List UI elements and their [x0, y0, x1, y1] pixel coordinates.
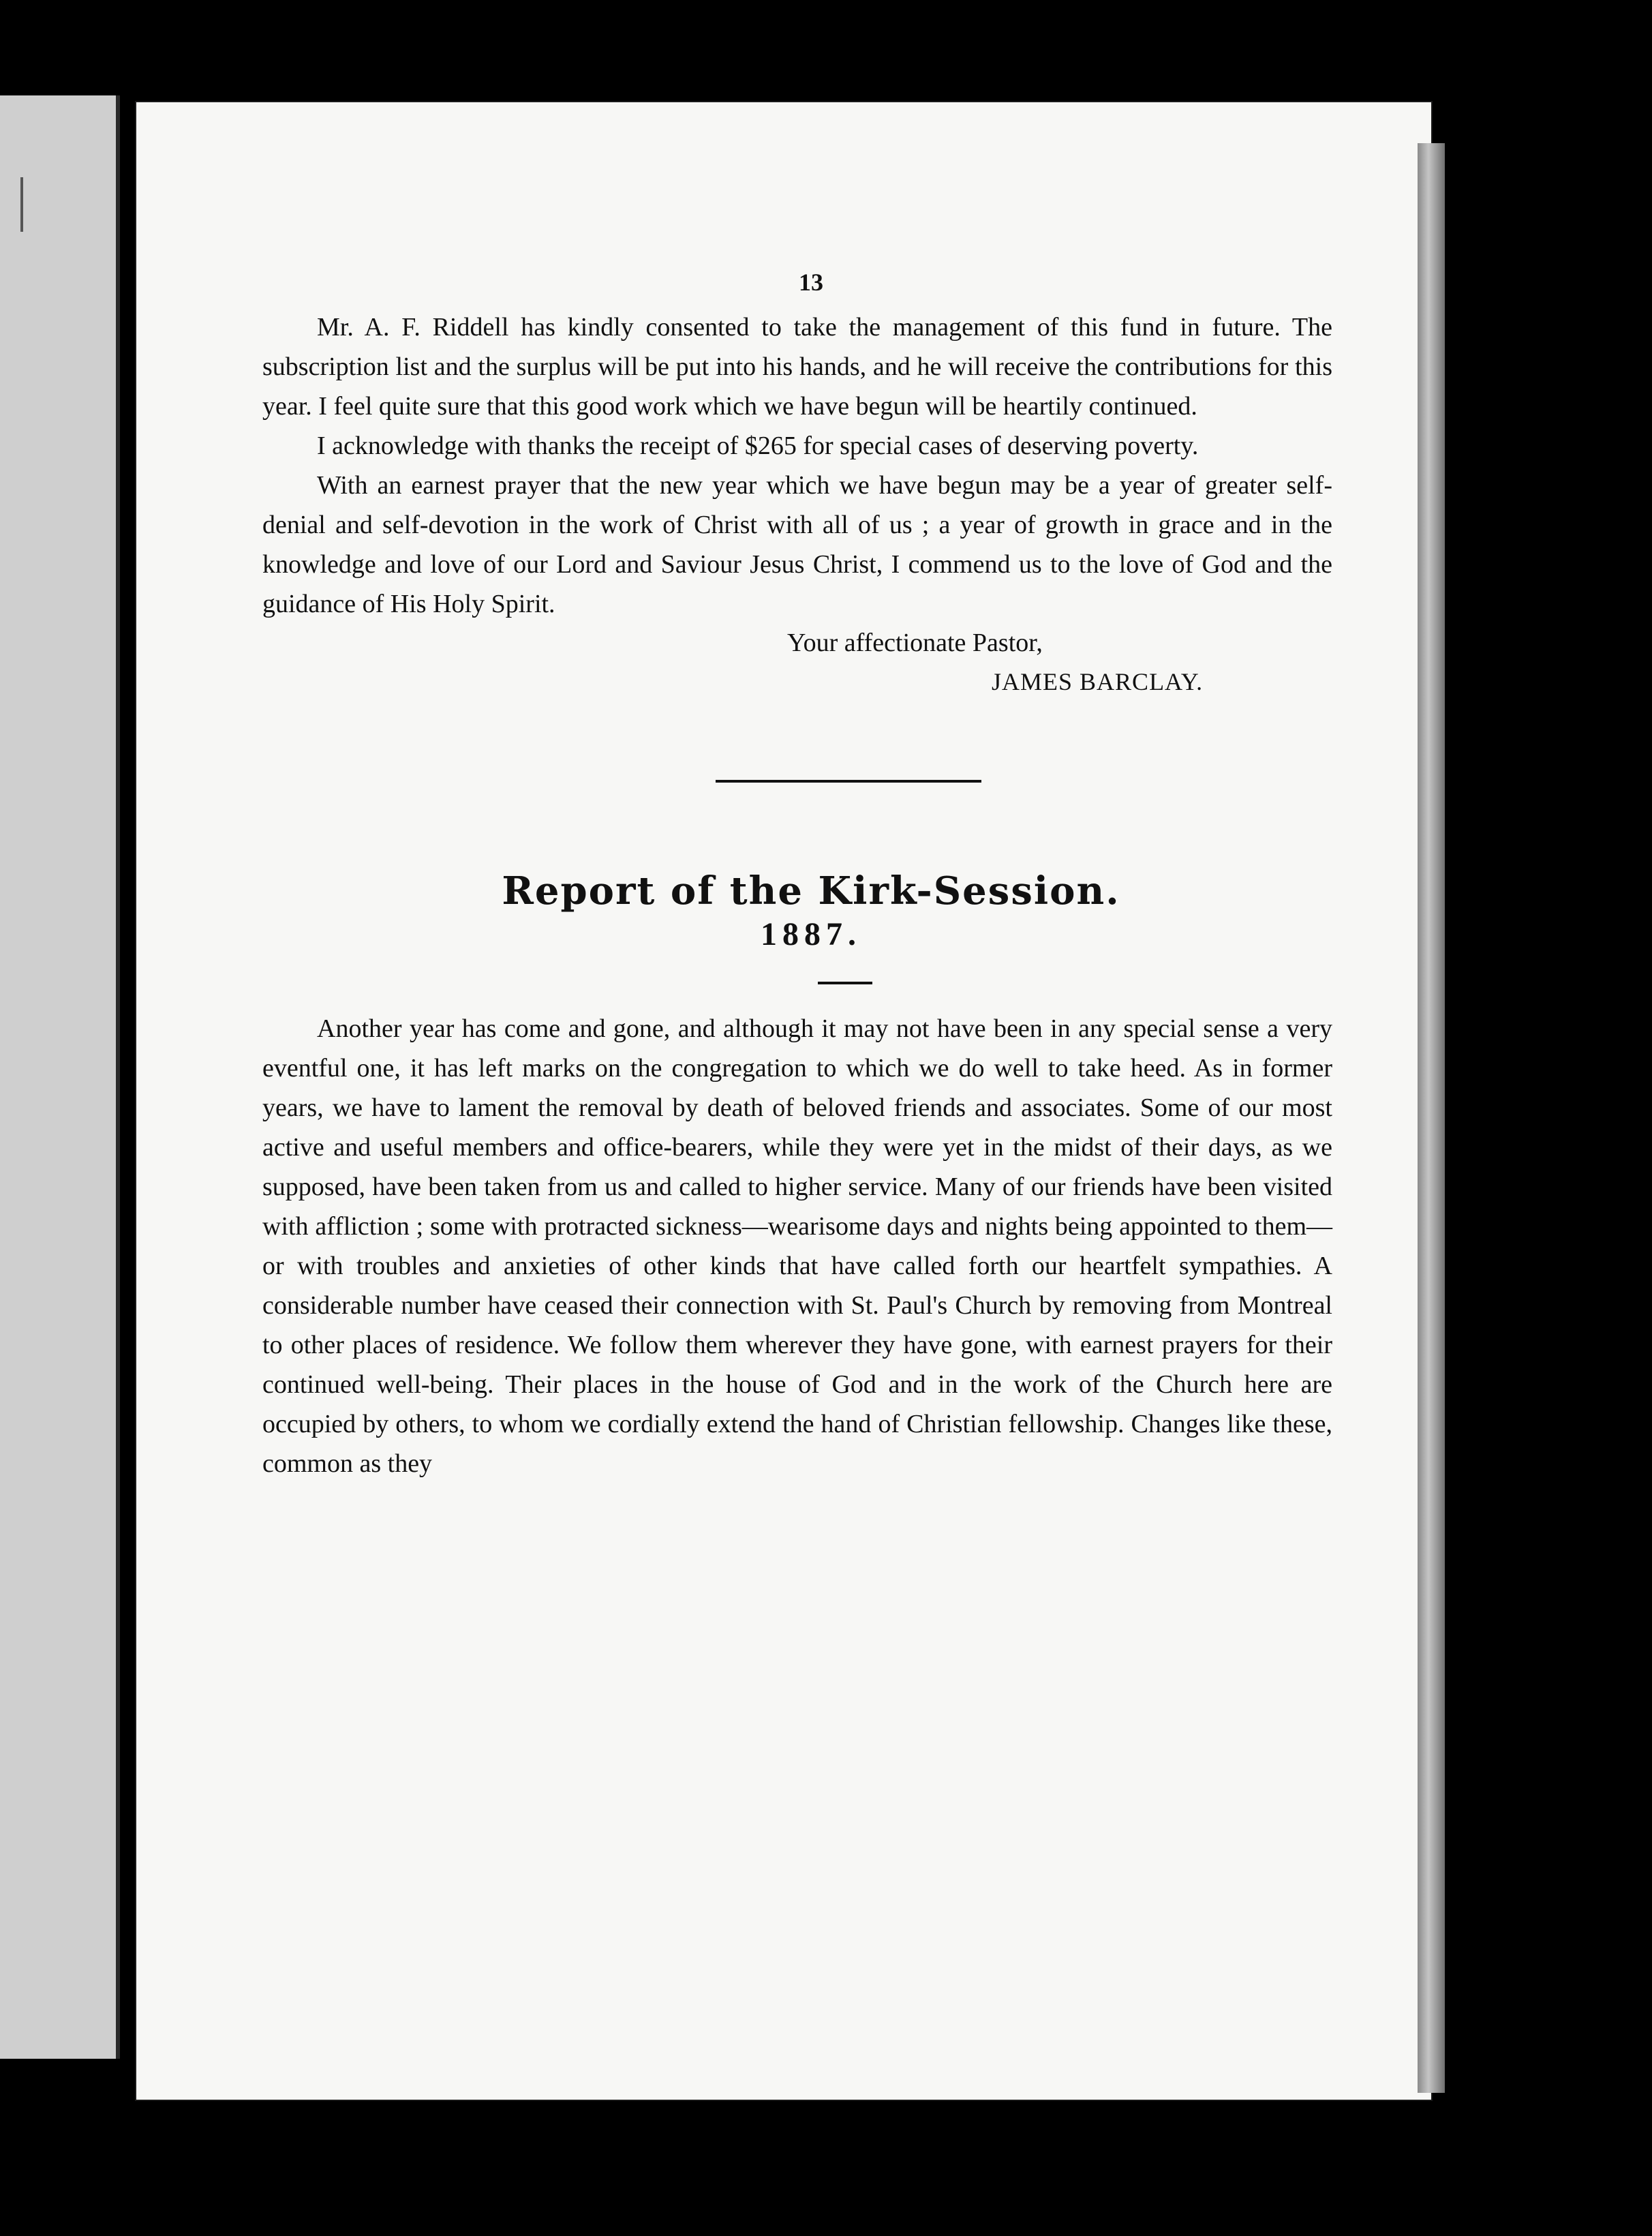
page-number: 13 [799, 269, 823, 296]
paragraph-acknowledgement: I acknowledge with thanks the receipt of $265 for special cases of deserving poverty. [317, 432, 1199, 460]
section-divider [716, 780, 981, 783]
signoff: Your affectionate Pastor, [787, 629, 1043, 657]
paragraph-prayer: With an earnest prayer that the new year which we have begun may be a year of greater self-denial and self-devotion in the work of Christ with all of us ; a year of growth in grace and in the knowledge and love of our Lord and Saviour Jesus Christ, I commend us to the love of God and the guidance of His Holy Spirit. [262, 471, 1332, 618]
paragraph-riddell: Mr. A. F. Riddell has kindly consented to take the management of this fund in future. The subscription list and the surplus will be put into his hands, and he will receive the contributions for this year. I feel quite sure that this good work which we have begun will be heartily continued. [262, 313, 1332, 421]
heading-rule [818, 982, 872, 984]
book-page [136, 102, 1431, 2100]
section-year: 1887. [761, 916, 861, 952]
paragraph-report: Another year has come and gone, and although it may not have been in any special sense a very eventful one, it has left marks on the congregation to which we do well to take heed. As in former years, we have to lament the removal by death of beloved friends and associates. Some of our most active and useful members and office-bearers, while they were yet in the midst of their days, as we supposed, have been taken from us and called to higher service. Many of our friends have been visited with affliction ; some with protracted sickness—wearisome days and nights being appointed to them—or with troubles and anxieties of other kinds that have called forth our heartfelt sympathies. A considerable number have ceased their connection with St. Paul's Church by removing from Montreal to other places of residence. We follow them wherever they have gone, with earnest prayers for their continued well-being. Their places in the house of God and in the work of the Church here are occupied by others, to whom we cordially extend the hand of Christian fellowship. Changes like these, common as they [262, 1014, 1332, 1478]
section-heading: Report of the Kirk-Session. [502, 868, 1120, 913]
page-stack-edge [1418, 143, 1445, 2093]
page-text-block [262, 262, 1332, 1483]
signature: JAMES BARCLAY. [992, 668, 1204, 695]
facing-page-edge [0, 95, 120, 2059]
